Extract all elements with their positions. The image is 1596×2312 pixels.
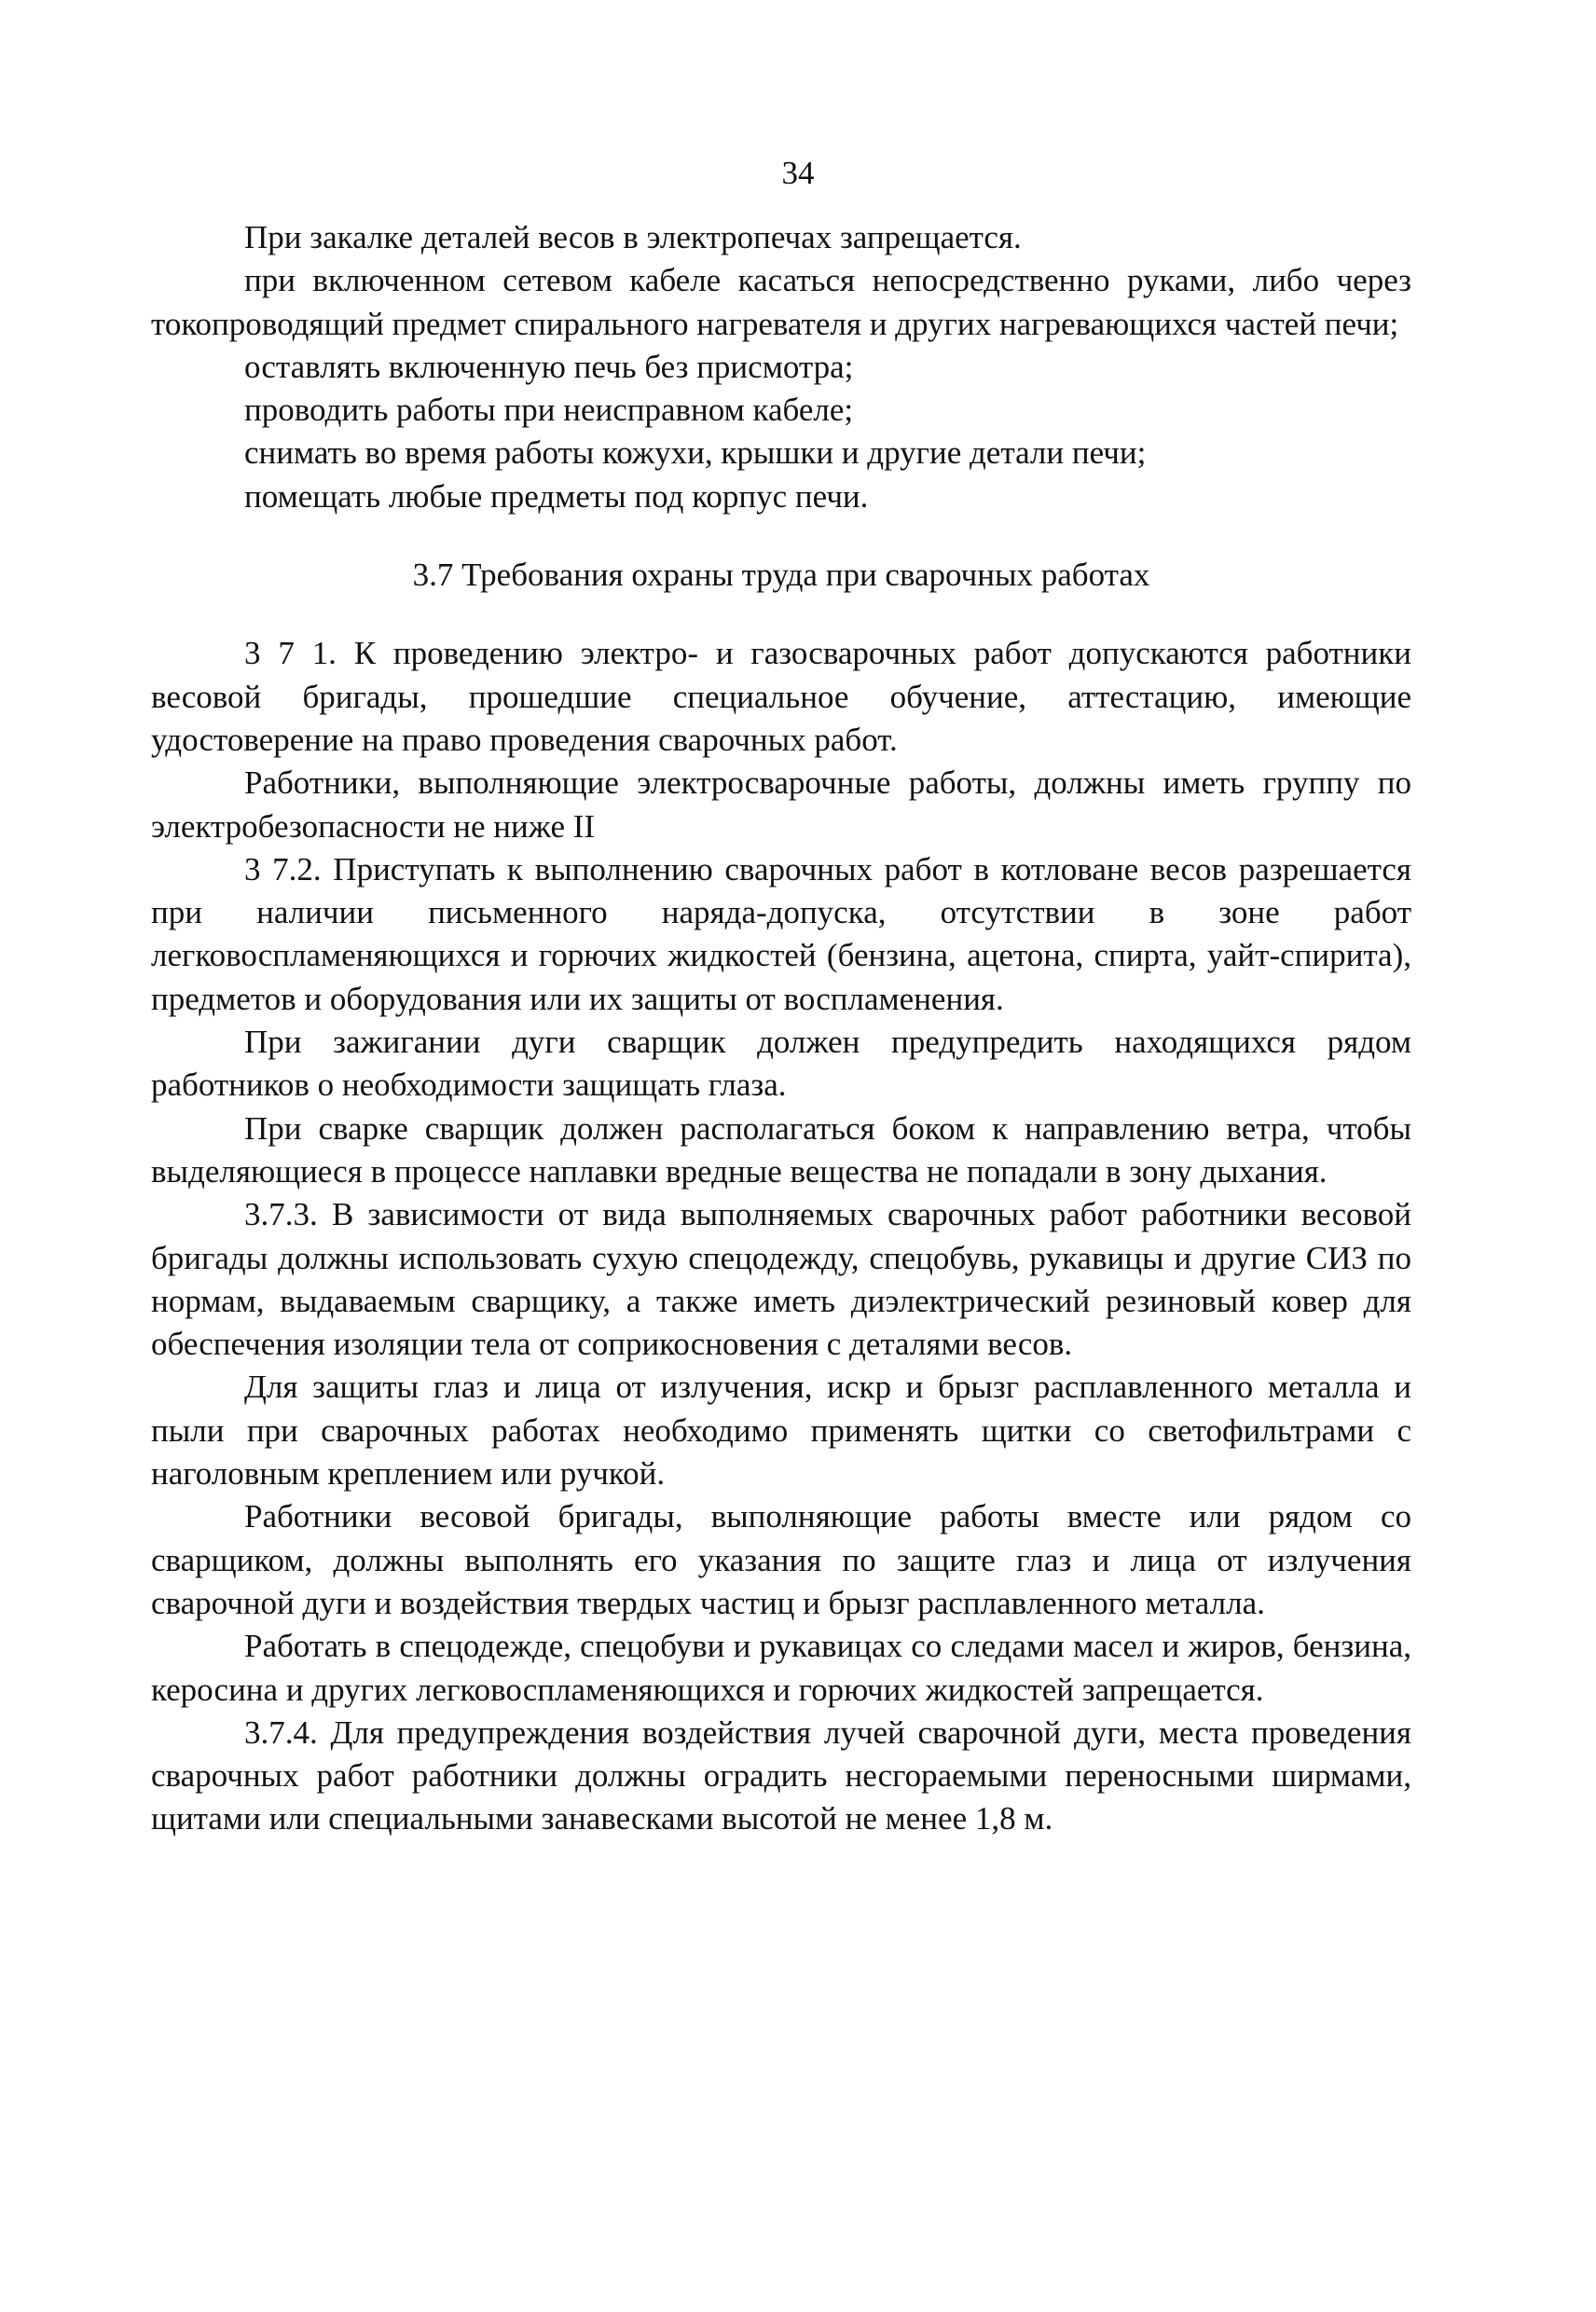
paragraph: 3 7 1. К проведению электро- и газосварочных работ допускаются работники весовой бригады, прошедшие специальное обучение, аттестацию, имеющие удостоверение на право проведения сварочных работ. — [151, 635, 1411, 758]
paragraph: проводить работы при неисправном кабеле; — [244, 392, 854, 429]
paragraph: При зажигании дуги сварщик должен предупредить находящихся рядом работников о необходимости защищать глаза. — [151, 1024, 1411, 1104]
paragraph: Работники весовой бригады, выполняющие работы вместе или рядом со сварщиком, должны выполнять его указания по защите глаз и лица от излучения сварочной дуги и воздействия твердых частиц и брызг расплавленного металла. — [151, 1498, 1411, 1621]
paragraph: Для защиты глаз и лица от излучения, искр и брызг расплавленного металла и пыли при сварочных работах необходимо применять щитки со светофильтрами с наголовным креплением или ручкой. — [151, 1369, 1411, 1493]
paragraph: При сварке сварщик должен располагаться боком к направлению ветра, чтобы выделяющиеся в процессе наплавки вредные вещества не попадали в зону дыхания. — [151, 1109, 1411, 1190]
section-heading: 3.7 Требования охраны труда при сварочных работах — [412, 557, 1150, 594]
paragraph: 3.7.4. Для предупреждения воздействия лучей сварочной дуги, места проведения сварочных работ работники должны оградить несгораемыми переносными ширмами, щитами или специальными занавесками высотой не менее 1,8 м. — [151, 1713, 1411, 1837]
paragraph: 3 7.2. Приступать к выполнению сварочных работ в котловане весов разрешается при наличии письменного наряда-допуска, отсутствии в зоне работ легковоспламеняющихся и горючих жидкостей (бензина, ацетона, спирта, уайт-спирита), предметов и оборудования или их защиты от воспламенения. — [151, 850, 1411, 1017]
paragraph: 3.7.3. В зависимости от вида выполняемых сварочных работ работники весовой бригады должны использовать сухую спецодежду, спецобувь, рукавицы и другие СИЗ по нормам, выдаваемым сварщику, а также иметь диэлектрический резиновый ковер для обеспечения изоляции тела от соприкосновения с деталями весов. — [151, 1196, 1411, 1363]
paragraph: помещать любые предметы под корпус печи. — [244, 477, 869, 515]
document-body — [151, 216, 1411, 1841]
paragraph: Работать в спецодежде, спецобуви и рукавицах со следами масел и жиров, бензина, керосина и других легковоспламеняющихся и горючих жидкостей запрещается. — [151, 1628, 1411, 1708]
paragraph: при включенном сетевом кабеле касаться непосредственно руками, либо через токопроводящий предмет спирального нагревателя и других нагревающихся частей печи; — [151, 262, 1411, 342]
paragraph: При закалке деталей весов в электропечах запрещается. — [244, 219, 1022, 255]
page-number: 34 — [781, 155, 815, 191]
paragraph: Работники, выполняющие электросварочные работы, должны иметь группу по электробезопасности не ниже II — [151, 764, 1411, 845]
paragraph: оставлять включенную печь без присмотра; — [244, 348, 854, 385]
paragraph: снимать во время работы кожухи, крышки и другие детали печи; — [244, 434, 1147, 472]
